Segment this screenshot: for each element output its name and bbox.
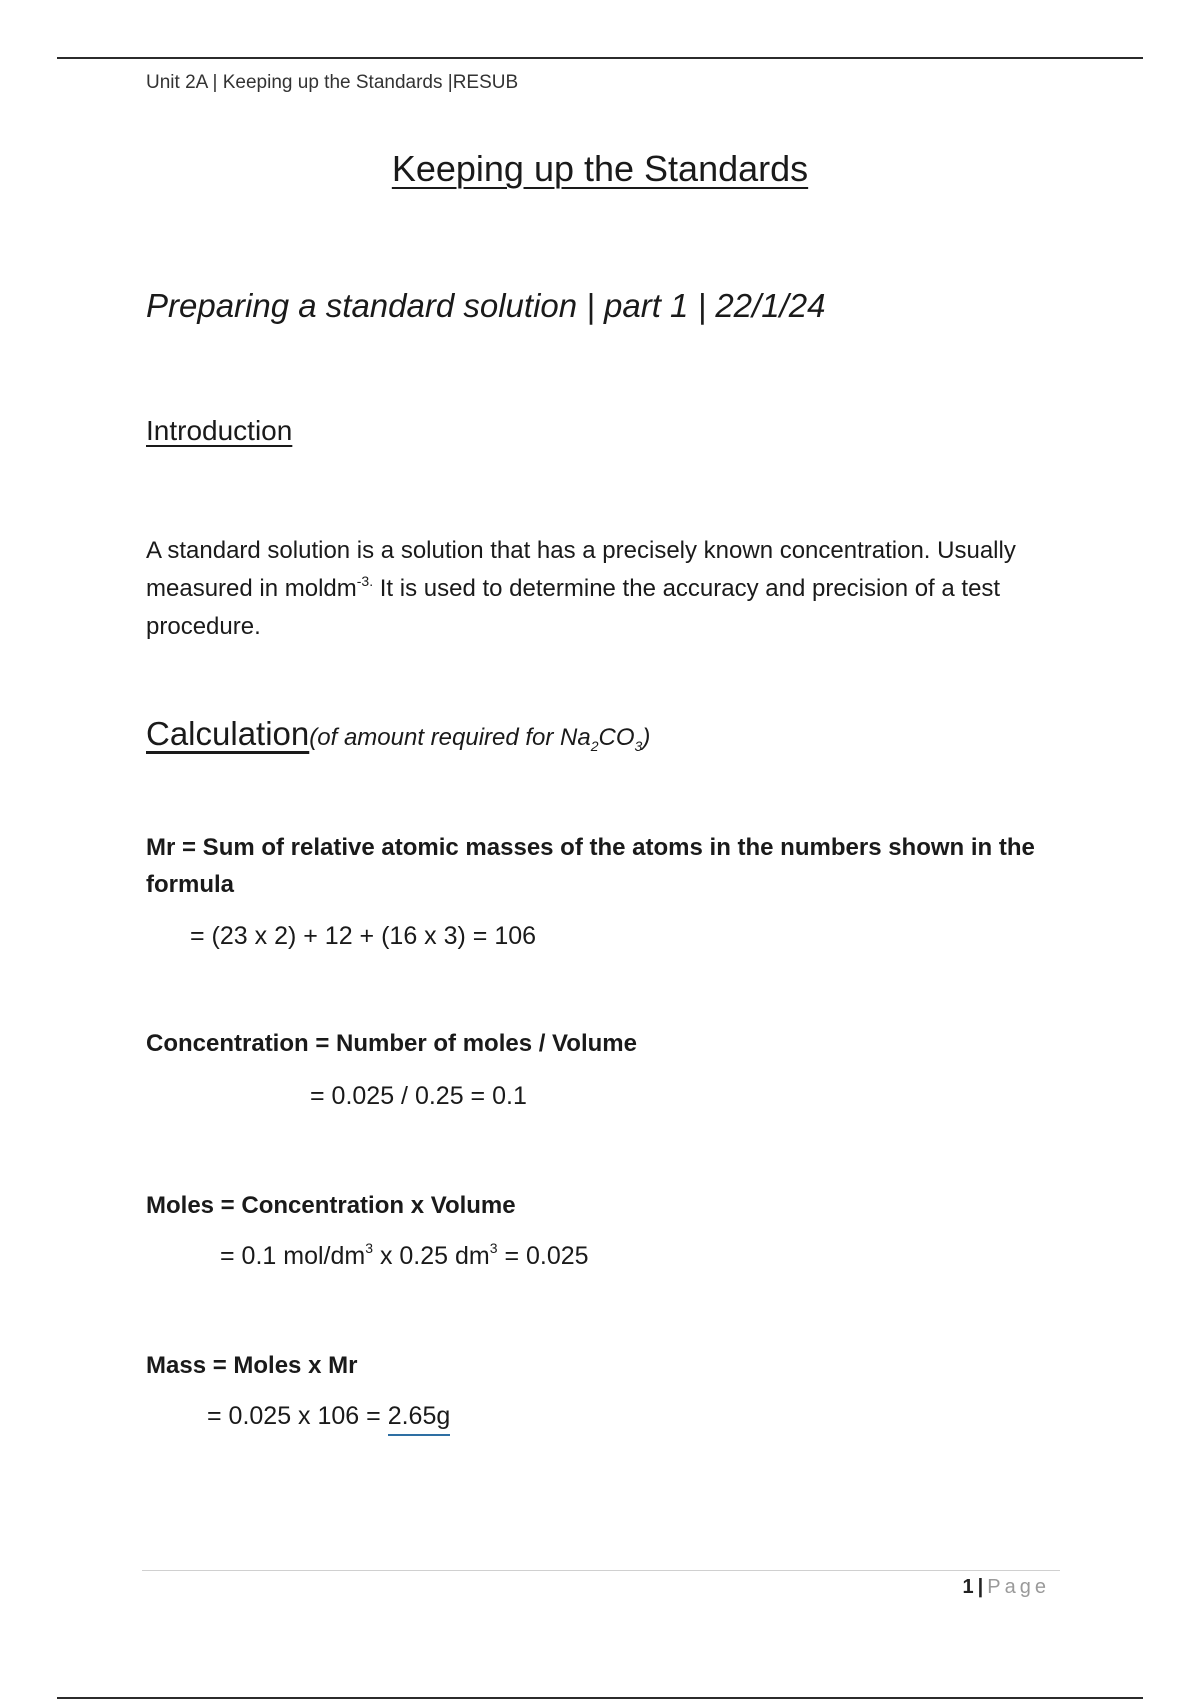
running-header: Unit 2A | Keeping up the Standards |RESUB	[146, 72, 519, 93]
page-number-footer	[963, 1576, 1050, 1599]
document-title-text: Keeping up the Standards	[391, 148, 809, 189]
top-rule	[57, 57, 1143, 59]
calc-sub-mid: CO	[598, 724, 635, 751]
document-title	[0, 148, 1200, 190]
footer-rule	[142, 1570, 1060, 1571]
mass-working	[207, 1402, 450, 1431]
practical-heading: Preparing a standard solution | part 1 | 22/1/24	[146, 287, 826, 324]
concentration-definition: Concentration = Number of moles / Volume	[146, 1030, 637, 1057]
mass-answer: 2.65g	[388, 1402, 451, 1436]
intro-unit-exponent: -3.	[356, 573, 374, 589]
moles-definition: Moles = Concentration x Volume	[146, 1192, 516, 1219]
calculation-subheading	[309, 724, 651, 754]
calc-sub-subscript-3: 3	[634, 737, 643, 754]
calculation-heading-main: Calculation	[146, 715, 310, 752]
moles-working	[220, 1242, 589, 1271]
calc-sub-subscript-2: 2	[590, 737, 599, 754]
moles-working-part3: = 0.025	[497, 1242, 589, 1270]
mass-definition: Mass = Moles x Mr	[146, 1352, 358, 1379]
calc-sub-prefix: (of amount required for Na	[309, 724, 591, 751]
mass-working-prefix: = 0.025 x 106 =	[207, 1402, 388, 1430]
intro-text-start: A standard solution is a solution that has a precisely known concentration. Usually measured in moldm	[146, 537, 1016, 602]
footer-separator: |	[977, 1576, 984, 1598]
mr-working: = (23 x 2) + 12 + (16 x 3) = 106	[190, 922, 537, 950]
bottom-rule	[57, 1697, 1143, 1699]
calc-sub-suffix: )	[642, 724, 651, 751]
moles-exponent-2: 3	[489, 1240, 498, 1256]
concentration-working: = 0.025 / 0.25 = 0.1	[310, 1082, 527, 1110]
moles-working-part2: x 0.25 dm	[373, 1242, 490, 1270]
introduction-paragraph	[146, 532, 1046, 646]
introduction-heading: Introduction	[146, 415, 293, 446]
intro-text-end: It is used to determine the accuracy and precision of a test procedure.	[146, 575, 1001, 640]
calculation-heading	[146, 715, 650, 753]
page-word: Page	[987, 1576, 1050, 1598]
mr-definition: Mr = Sum of relative atomic masses of the atoms in the numbers shown in the formula	[146, 834, 1035, 898]
page-number: 1	[962, 1576, 974, 1598]
moles-working-part1: = 0.1 mol/dm	[220, 1242, 366, 1270]
moles-exponent-1: 3	[365, 1240, 373, 1256]
